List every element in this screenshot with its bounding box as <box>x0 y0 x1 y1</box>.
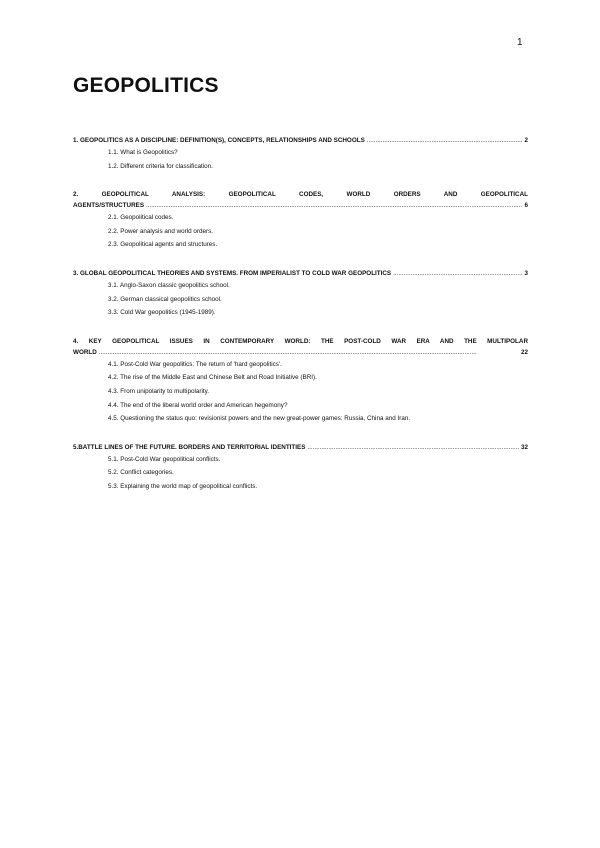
toc-subitem[interactable]: 5.1. Post-Cold War geopolitical conflicts. <box>108 455 221 463</box>
toc-subitem[interactable]: 1.2. Different criteria for classification. <box>108 162 213 170</box>
toc-subitem[interactable]: 4.4. The end of the liberal world order and American hegemony? <box>108 401 288 409</box>
toc-section-4 <box>73 336 528 426</box>
toc-entry-4[interactable] <box>73 347 528 358</box>
toc-subitem[interactable]: 5.3. Explaining the world map of geopolitical conflicts. <box>108 482 258 490</box>
toc-heading: AGENTS/STRUCTURES <box>73 202 145 210</box>
leader-dots <box>99 347 519 358</box>
toc-entry-3[interactable] <box>73 268 528 279</box>
toc-section-1 <box>73 135 528 173</box>
toc-subitem[interactable]: 2.2. Power analysis and world orders. <box>108 227 213 235</box>
toc-heading: 3. GLOBAL GEOPOLITICAL THEORIES AND SYSTEMS. FROM IMPERIALIST TO COLD WAR GEOPOLITICS <box>73 269 392 277</box>
toc-heading: 1. GEOPOLITICS AS A DISCIPLINE: DEFINITION(S), CONCEPTS, RELATIONSHIPS AND SCHOOLS <box>73 137 365 144</box>
toc-subitem[interactable]: 4.1. Post-Cold War geopolitics: The return of 'hard geopolitics'. <box>108 360 282 368</box>
toc-page-number: 22 <box>520 348 528 356</box>
toc-subitem[interactable]: 4.3. From unipolarity to multipolarity. <box>108 387 210 395</box>
toc-subitem[interactable]: 5.2. Conflict categories. <box>108 469 174 477</box>
toc-heading: 5.BATTLE LINES OF THE FUTURE. BORDERS AND TERRITORIAL IDENTITIES <box>73 443 306 451</box>
toc-subitem[interactable]: 1.1. What is Geopolitics? <box>108 149 178 156</box>
toc-subitem[interactable]: 3.3. Cold War geopolitics (1945-1989). <box>108 309 216 317</box>
toc-subitem[interactable]: 4.5. Questioning the status quo: revisionist powers and the new great-power games: Russia, China and Iran. <box>108 415 411 423</box>
leader-dots <box>307 442 519 453</box>
page-number: 1 <box>517 37 523 48</box>
toc-heading-line1[interactable]: 4. KEY GEOPOLITICAL ISSUES IN CONTEMPORARY WORLD: THE POST-COLD WAR ERA AND THE MULTIPOLAR <box>73 337 528 345</box>
toc-heading-line1[interactable]: 2. GEOPOLITICAL ANALYSIS: GEOPOLITICAL CODES, WORLD ORDERS AND GEOPOLITICAL <box>73 191 528 199</box>
toc-subitem[interactable]: 3.1. Anglo-Saxon classic geopolitics school. <box>108 281 230 289</box>
leader-dots <box>367 135 523 146</box>
toc-section-3 <box>73 268 528 320</box>
document-title: GEOPOLITICS <box>73 74 219 97</box>
leader-dots <box>146 200 522 211</box>
toc-entry-5[interactable] <box>73 442 528 453</box>
table-of-contents <box>73 135 528 510</box>
toc-entry-2[interactable] <box>73 200 528 211</box>
toc-subitem[interactable]: 3.2. German classical geopolitics school. <box>108 295 222 303</box>
toc-heading: WORLD <box>73 348 97 356</box>
toc-section-2 <box>73 189 528 252</box>
toc-page-number: 3 <box>524 269 528 277</box>
toc-page-number: 32 <box>520 443 528 451</box>
toc-subitem[interactable]: 4.2. The rise of the Middle East and Chinese Belt and Road Initiative (BRI). <box>108 374 317 382</box>
toc-entry-1[interactable] <box>73 135 528 146</box>
toc-subitem[interactable]: 2.1. Geopolitical codes. <box>108 214 174 222</box>
leader-dots <box>393 268 522 279</box>
toc-page-number: 2 <box>524 137 528 144</box>
toc-page-number: 6 <box>524 202 528 210</box>
toc-subitem[interactable]: 2.3. Geopolitical agents and structures. <box>108 241 218 249</box>
toc-section-5 <box>73 442 528 494</box>
